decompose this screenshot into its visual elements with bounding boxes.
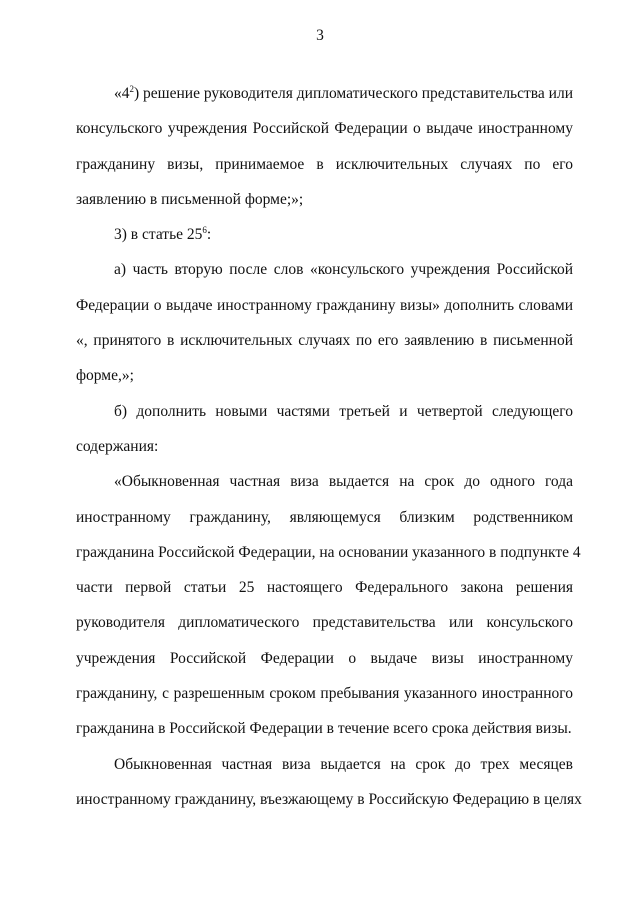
text-line: консульского учреждения Российской Федерации о выдаче иностранному [76, 120, 573, 138]
text-line: гражданину визы, принимаемое в исключительных случаях по его [76, 155, 573, 173]
paragraph-article-25-6 [76, 217, 573, 252]
text-line: учреждения Российской Федерации о выдаче визы иностранному [76, 649, 573, 667]
paragraph-quote-part-4 [76, 747, 582, 818]
text-line: форме,»; [76, 367, 134, 385]
page-number: 3 [316, 27, 324, 44]
text-line: «Обыкновенная частная виза выдается на срок до одного года [114, 473, 573, 491]
paragraph-item-b [76, 394, 573, 465]
paragraph-quote-part-3 [76, 464, 581, 746]
paragraph-item-a [76, 252, 573, 393]
document-body [76, 76, 582, 817]
text-line: б) дополнить новыми частями третьей и четвертой следующего [114, 402, 573, 420]
text-line: Федерации о выдаче иностранному гражданину визы» дополнить словами [76, 296, 573, 314]
text-line: иностранному гражданину, въезжающему в Российскую Федерацию в целях [76, 790, 582, 808]
text-line: «, принятого в исключительных случаях по его заявлению в письменной [76, 332, 573, 350]
superscript: 6 [202, 225, 207, 236]
text-line: иностранному гражданину, являющемуся близким родственником [76, 508, 573, 526]
text-line: руководителя дипломатического представительства или консульского [76, 614, 573, 632]
text-line: «$4^2$) решение руководителя дипломатического представительства или [114, 84, 573, 102]
text-line: заявлению в письменной форме;»; [76, 190, 304, 208]
text-line: гражданина в Российской Федерации в течение всего срока действия визы. [76, 720, 572, 738]
text-line: части первой статьи 25 настоящего Федерального закона решения [76, 579, 573, 597]
text-line: гражданина Российской Федерации, на основании указанного в подпункте 4 [76, 543, 581, 561]
superscript: 2 [129, 84, 134, 94]
text-line: содержания: [76, 437, 159, 455]
paragraph-4-2 [76, 76, 573, 217]
text-line: Обыкновенная частная виза выдается на срок до трех месяцев [114, 755, 573, 773]
text-line: 3) в статье $25^6$: [114, 225, 212, 244]
text-line: гражданину, с разрешенным сроком пребывания указанного иностранного [76, 685, 573, 703]
text-line: а) часть вторую после слов «консульского учреждения Российской [114, 261, 573, 279]
